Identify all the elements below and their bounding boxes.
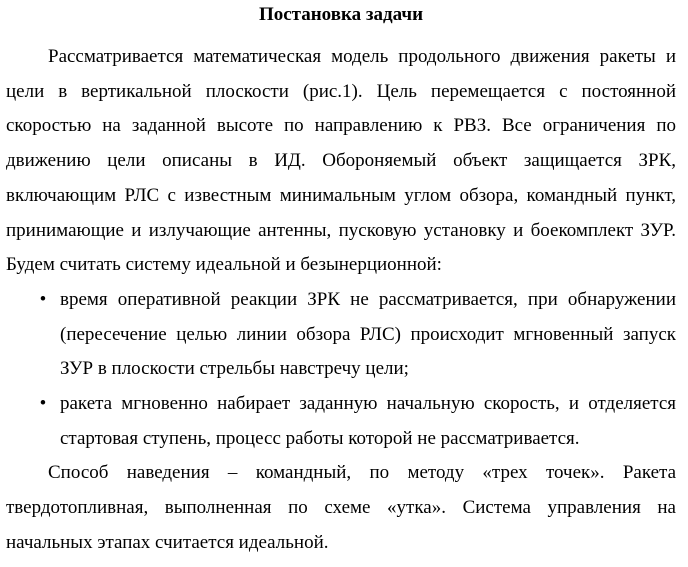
list-item bbox=[6, 387, 676, 456]
section-title: Постановка задачи bbox=[258, 4, 424, 25]
bullet-icon: • bbox=[39, 393, 47, 415]
guidance-paragraph: Способ наведения – командный, по методу «трех точек». Ракета твердотопливная, выполненная по схеме «утка». Система управления на начальных этапах считается идеальной. bbox=[6, 462, 676, 553]
list-item-text: ракета мгновенно набирает заданную начальную скорость, и отделяется стартовая ступень, процесс работы которой не рассматривается. bbox=[60, 393, 676, 449]
list-item bbox=[6, 283, 676, 387]
list-item-text: время оперативной реакции ЗРК не рассматривается, при обнаружении (пересечение целью линии обзора РЛС) происходит мгновенный запуск ЗУР в плоскости стрельбы навстречу цели; bbox=[60, 288, 676, 380]
intro-paragraph: Рассматривается математическая модель продольного движения ракеты и цели в вертикальной плоскости (рис.1). Цель перемещается с постоянной скоростью на заданной высоте по направлению к РВЗ. Все ограничения по движению цели описаны в ИД. Обороняемый объект защищается ЗРК, включающим РЛС с известным минимальным углом обзора, командный пункт, принимающие и излучающие антенны, пусковую установку и боекомплект ЗУР. Будем считать систему идеальной и безынерционной: bbox=[6, 46, 676, 276]
assumptions-list bbox=[6, 283, 676, 457]
bullet-icon: • bbox=[39, 288, 47, 310]
